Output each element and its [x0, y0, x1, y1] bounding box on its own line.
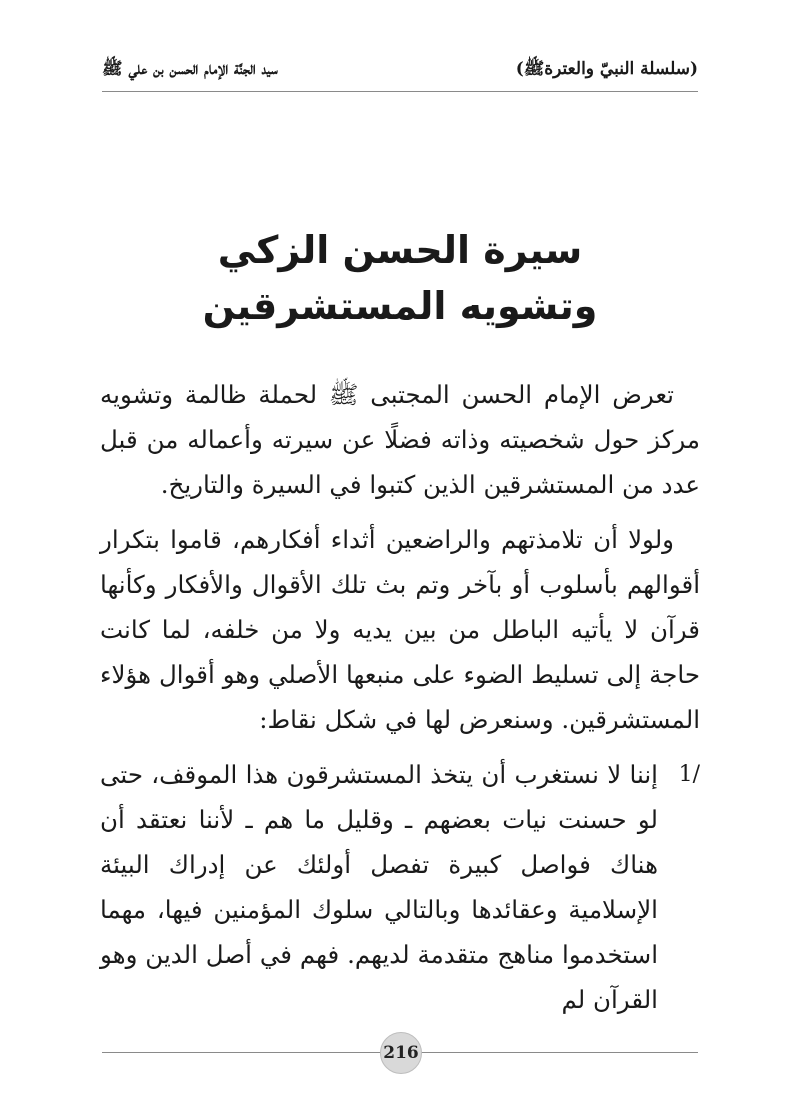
list-item-number: 1/: [678, 762, 700, 787]
chapter-title-line-1: سيرة الحسن الزكي: [217, 228, 583, 272]
running-header: [102, 52, 698, 92]
paragraph: تعرض الإمام الحسن المجتبى ﷺ لحملة ظالمة وتشويه مركز حول شخصيته وذاته فضلًا عن سيرته وأعماله من قبل عدد من المستشرقين الذين كتبوا في السيرة والتاريخ.: [100, 380, 700, 499]
page-number-badge: [380, 1032, 422, 1074]
list-item: [100, 752, 700, 1022]
paragraph: ولولا أن تلامذتهم والراضعين أثداء أفكارهم، قاموا بتكرار أقوالهم بأسلوب أو بآخر وتم بث تلك الأقوال والأفكار وكأنها قرآن لا يأتيه الباطل من بين يديه ولا من خلفه، لما كانت حاجة إلى تسليط الضوء على منبعها الأصلي وهو أقوال هؤلاء المستشرقين. وسنعرض لها في شكل نقاط:: [100, 525, 700, 734]
list-item-text: إننا لا نستغرب أن يتخذ المستشرقون هذا الموقف، حتى لو حسنت نيات بعضهم ـ وقليل ما هم ـ لأننا نعتقد أن هناك فواصل كبيرة تفصل أولئك عن إدراك البيئة الإسلامية وعقائدها وبالتالي سلوك المؤمنين فيها، مهما استخدموا مناهج متقدمة لديهم. فهم في أصل الدين وهو القرآن لم: [100, 760, 658, 1014]
header-book-title: سيد الجنَّة الإمام الحسن بن علي ﷺ: [102, 59, 278, 79]
body-text: [100, 372, 700, 1022]
page-footer: [102, 1032, 698, 1072]
header-series-title: (سلسلة النبيّ والعترةﷺ): [515, 59, 698, 79]
chapter-title-line-2: وتشويه المستشرقين: [202, 284, 598, 328]
page-number: 216: [383, 1043, 419, 1063]
chapter-title: [0, 222, 800, 334]
